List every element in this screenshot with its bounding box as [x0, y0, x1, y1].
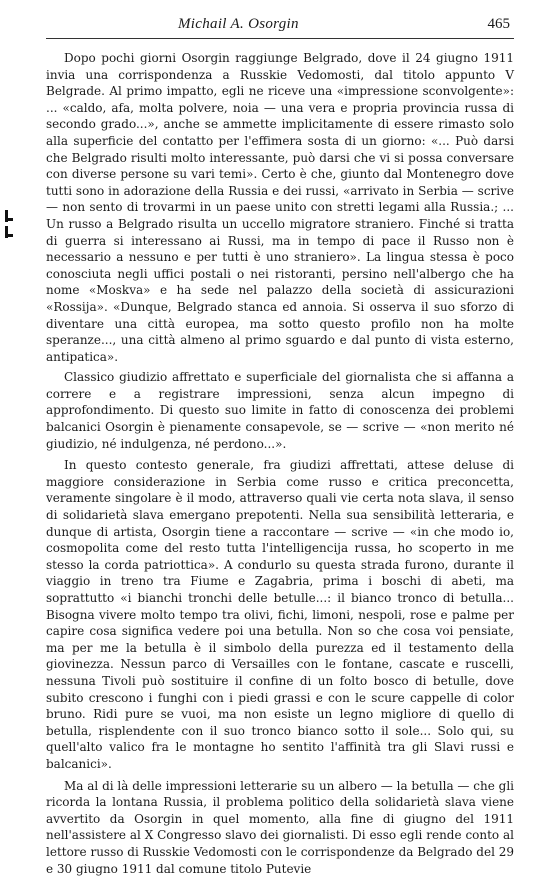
page-header — [46, 12, 514, 39]
running-head: Michail A. Osorgin — [178, 16, 299, 32]
page-body — [46, 50, 514, 883]
paragraph: In questo contesto generale, fra giudizi affrettati, attese deluse di maggiore considerazione in Serbia come russo e critica preconcetta, veramente singolare è il modo, attraverso quali vie certa nota slava, il senso di solidarietà slava emergano prepotenti. Nella sua sensibilità letteraria, e dunque di artista, Osorgin tiene a raccontare — scrive — «in che modo io, cosmopolita come del resto tutta l'intelligencija russa, ho scoperto in me stesso la corda patriottica». A condurlo su questa strada furono, durante il viaggio in treno tra Fiume e Zagabria, prima i boschi di abeti, ma soprattutto «i bianchi tronchi delle betulle...: il bianco tronco di betulla... Bisogna vivere molto tempo tra olivi, fichi, limoni, nespoli, rose e palme per capire cosa significa vedere poi una betulla. Non so che cosa voi pensiate, ma per me la betulla è il simbolo della purezza ed il testamento della giovinezza. Nessun parco di Versailles con le fontane, cascate e ruscelli, nessuna Tivoli può sostituire il confine di un folto bosco di betulle, dove subito crescono i funghi con i piedi grassi e con le scure cappelle di color bruno. Ridi pure se vuoi, ma non esiste un legno migliore di quello di betulla, risplendente con il suo tronco bianco sotto il sole... Solo qui, su quell'alto valico fra le montagne ho sentito l'affinità tra gli Slavi russi e balcanici». — [46, 458, 514, 771]
page-number: 465 — [487, 16, 510, 32]
paragraph: Dopo pochi giorni Osorgin raggiunge Belgrado, dove il 24 giugno 1911 invia una corrispondenza a Russkie Vedomosti, dal titolo appunto V Belgrade. Al primo impatto, egli ne riceve una «impressione sconvolgente»: ... «caldo, afa, molta polvere, noia — una vera e propria provincia russa di secondo grado...», anche se ammette implicitamente di essere rimasto solo alla superficie del contatto per l'effimera sosta di un giorno: «... Può darsi che Belgrado risulti molto interessante, può darsi che vi si possa conversare con diverse persone su vari temi». Certo è che, giunto dal Montenegro dove tutti sono in adorazione della Russia e dei russi, «arrivato in Serbia — scrive — non sento di trovarmi in un paese unito con stretti legami alla Russia.; ... Un russo a Belgrado risulta un uccello migratore straniero. Finché si tratta di guerra si interessano ai Russi, ma in tempo di pace il Russo non è necessario a nessuno e per tutti è uno straniero». La lingua stessa è poco conosciuta negli uffici postali o nei ristoranti, persino nell'albergo che ha nome «Moskva» e ha sede nel palazzo della società di assicurazioni «Rossija». «Dunque, Belgrado stanca ed annoia. Si osserva il suo sforzo di diventare una città europea, ma sotto questo profilo non ha molte speranze..., una città almeno al primo sguardo e dal punto di vista esterno, antipatica». — [46, 51, 514, 364]
paragraph: Ma al di là delle impressioni letterarie su un albero — la betulla — che gli ricorda la lontana Russia, il problema politico della solidarietà slava viene avvertito da Osorgin in quel momento, alla fine di giugno del 1911 nell'assistere al X Congresso slavo dei giornalisti. Di esso egli rende conto al lettore russo di Russkie Vedomosti con le corrispondenze da Belgrado del 29 e 30 giugno 1911 dal comune titolo Putevie — [46, 778, 514, 876]
margin-mark-icon — [3, 210, 13, 222]
margin-mark-icon — [3, 226, 13, 238]
paragraph: Classico giudizio affrettato e superficiale del giornalista che si affanna a correre e a registrare impressioni, senza alcun impegno di approfondimento. Di questo suo limite in fatto di conoscenza dei problemi balcanici Osorgin è pienamente consapevole, se — scrive — «non merito né giudizio, né indulgenza, né perdono...». — [46, 370, 514, 451]
